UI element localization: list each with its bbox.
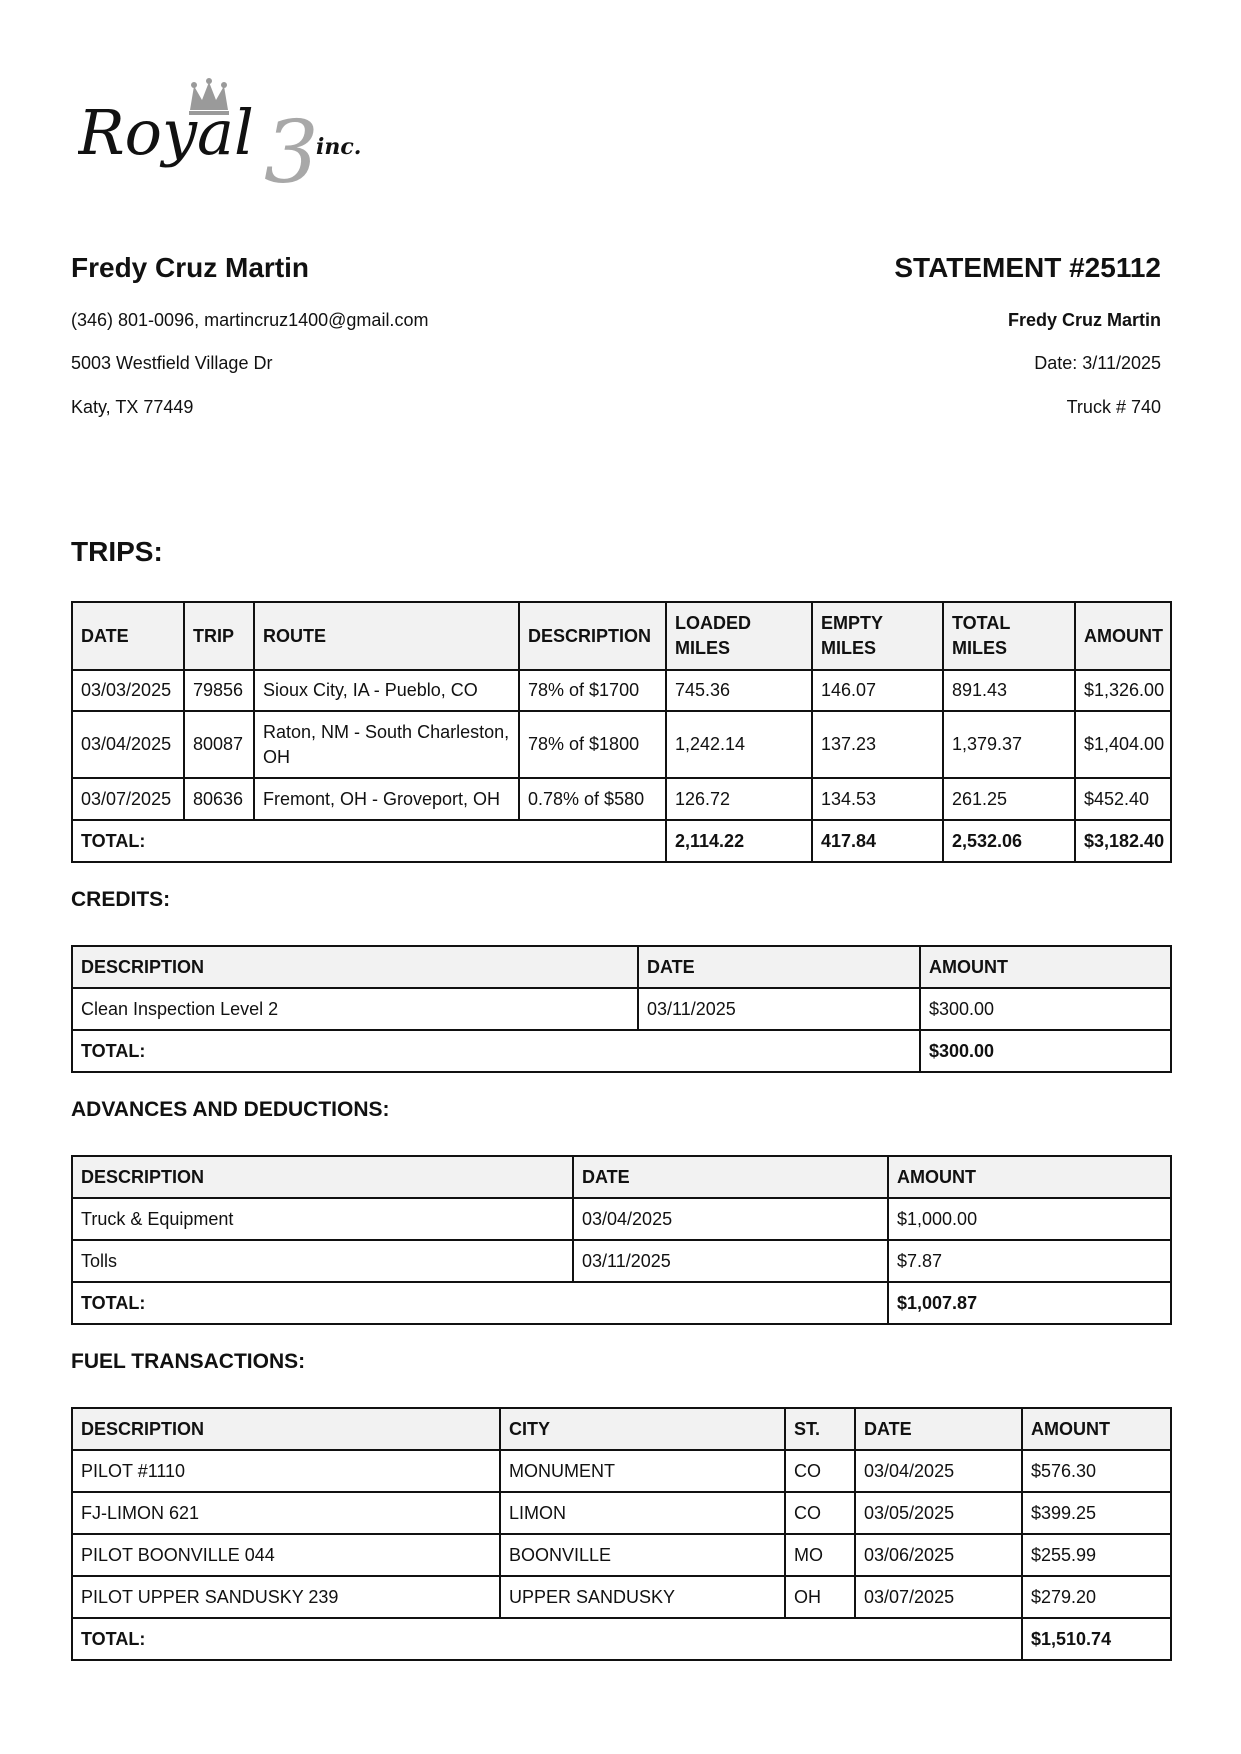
trip-description: 78% of $1800	[519, 711, 666, 778]
table-row	[72, 1576, 1171, 1618]
trip-empty-miles: 137.23	[812, 711, 943, 778]
col-header-date: DATE	[573, 1156, 888, 1198]
trip-total-miles: 1,379.37	[943, 711, 1075, 778]
credits-total-row	[72, 1030, 1171, 1072]
trip-description: 0.78% of $580	[519, 778, 666, 820]
fuel-city: BOONVILLE	[500, 1534, 785, 1576]
fuel-description: PILOT BOONVILLE 044	[72, 1534, 500, 1576]
trip-loaded-miles: 1,242.14	[666, 711, 812, 778]
trip-date: 03/04/2025	[72, 711, 184, 778]
driver-address-line1: 5003 Westfield Village Dr	[71, 353, 273, 373]
deductions-header-row	[72, 1156, 1171, 1198]
fuel-date: 03/05/2025	[855, 1492, 1022, 1534]
fuel-table	[71, 1407, 1172, 1661]
col-header-total-miles: TOTAL MILES	[943, 602, 1075, 670]
col-header-date: DATE	[855, 1408, 1022, 1450]
deduction-amount: $7.87	[888, 1240, 1171, 1282]
fuel-state: OH	[785, 1576, 855, 1618]
table-row	[72, 711, 1171, 778]
credit-description: Clean Inspection Level 2	[72, 988, 638, 1030]
col-header-amount: AMOUNT	[920, 946, 1171, 988]
deduction-amount: $1,000.00	[888, 1198, 1171, 1240]
logo-suffix: inc.	[316, 134, 362, 160]
col-header-amount: AMOUNT	[1022, 1408, 1171, 1450]
total-amount: $3,182.40	[1075, 820, 1171, 862]
col-header-route: ROUTE	[254, 602, 519, 670]
total-loaded-miles: 2,114.22	[666, 820, 812, 862]
statement-date: Date: 3/11/2025	[1034, 353, 1161, 373]
fuel-state: CO	[785, 1492, 855, 1534]
table-row	[72, 1450, 1171, 1492]
table-row	[72, 1198, 1171, 1240]
col-header-description: DESCRIPTION	[72, 946, 638, 988]
trip-number: 80636	[184, 778, 254, 820]
fuel-state: CO	[785, 1450, 855, 1492]
col-header-date: DATE	[72, 602, 184, 670]
total-miles: 2,532.06	[943, 820, 1075, 862]
fuel-city: MONUMENT	[500, 1450, 785, 1492]
fuel-amount: $279.20	[1022, 1576, 1171, 1618]
fuel-amount: $576.30	[1022, 1450, 1171, 1492]
trips-heading: TRIPS:	[71, 536, 163, 567]
trip-route: Sioux City, IA - Pueblo, CO	[254, 670, 519, 711]
deductions-table	[71, 1155, 1172, 1325]
trip-loaded-miles: 126.72	[666, 778, 812, 820]
logo-numeral: 3	[264, 103, 319, 190]
fuel-state: MO	[785, 1534, 855, 1576]
table-row	[72, 670, 1171, 711]
trip-empty-miles: 146.07	[812, 670, 943, 711]
total-label: TOTAL:	[72, 1282, 888, 1324]
col-header-loaded-miles: LOADED MILES	[666, 602, 812, 670]
trip-description: 78% of $1700	[519, 670, 666, 711]
trip-route: Raton, NM - South Charleston, OH	[254, 711, 519, 778]
trips-table	[71, 601, 1172, 863]
fuel-city: UPPER SANDUSKY	[500, 1576, 785, 1618]
total-label: TOTAL:	[72, 820, 666, 862]
trips-header-row	[72, 602, 1171, 670]
fuel-date: 03/04/2025	[855, 1450, 1022, 1492]
trip-route: Fremont, OH - Groveport, OH	[254, 778, 519, 820]
credits-heading: CREDITS:	[71, 888, 171, 911]
deduction-date: 03/04/2025	[573, 1198, 888, 1240]
col-header-amount: AMOUNT	[1075, 602, 1171, 670]
deductions-total-row	[72, 1282, 1171, 1324]
fuel-date: 03/07/2025	[855, 1576, 1022, 1618]
statement-truck: Truck # 740	[1066, 397, 1161, 417]
total-label: TOTAL:	[72, 1030, 920, 1072]
company-logo	[78, 78, 388, 190]
fuel-total-row	[72, 1618, 1171, 1660]
col-header-state: ST.	[785, 1408, 855, 1450]
fuel-heading: FUEL TRANSACTIONS:	[71, 1350, 306, 1373]
trip-amount: $1,326.00	[1075, 670, 1171, 711]
driver-contact: (346) 801-0096, martincruz1400@gmail.com	[71, 310, 429, 330]
col-header-trip: TRIP	[184, 602, 254, 670]
col-header-city: CITY	[500, 1408, 785, 1450]
trip-empty-miles: 134.53	[812, 778, 943, 820]
fuel-description: FJ-LIMON 621	[72, 1492, 500, 1534]
statement-driver-name: Fredy Cruz Martin	[1007, 310, 1161, 330]
trip-amount: $452.40	[1075, 778, 1171, 820]
driver-name: Fredy Cruz Martin	[71, 252, 310, 283]
col-header-amount: AMOUNT	[888, 1156, 1171, 1198]
total-amount: $1,510.74	[1022, 1618, 1171, 1660]
col-header-description: DESCRIPTION	[519, 602, 666, 670]
credit-date: 03/11/2025	[638, 988, 920, 1030]
logo-wordmark: Royal	[78, 96, 254, 169]
fuel-amount: $399.25	[1022, 1492, 1171, 1534]
fuel-description: PILOT UPPER SANDUSKY 239	[72, 1576, 500, 1618]
fuel-description: PILOT #1110	[72, 1450, 500, 1492]
col-header-empty-miles: EMPTY MILES	[812, 602, 943, 670]
credits-header-row	[72, 946, 1171, 988]
fuel-date: 03/06/2025	[855, 1534, 1022, 1576]
trip-total-miles: 891.43	[943, 670, 1075, 711]
fuel-header-row	[72, 1408, 1171, 1450]
col-header-description: DESCRIPTION	[72, 1156, 573, 1198]
table-row	[72, 1240, 1171, 1282]
fuel-city: LIMON	[500, 1492, 785, 1534]
trip-loaded-miles: 745.36	[666, 670, 812, 711]
total-amount: $300.00	[920, 1030, 1171, 1072]
table-row	[72, 778, 1171, 820]
trip-date: 03/07/2025	[72, 778, 184, 820]
table-row	[72, 988, 1171, 1030]
trip-number: 80087	[184, 711, 254, 778]
table-row	[72, 1492, 1171, 1534]
deduction-date: 03/11/2025	[573, 1240, 888, 1282]
col-header-date: DATE	[638, 946, 920, 988]
deduction-description: Truck & Equipment	[72, 1198, 573, 1240]
driver-address-line2: Katy, TX 77449	[71, 397, 194, 417]
deductions-heading: ADVANCES AND DEDUCTIONS:	[71, 1098, 390, 1121]
trip-date: 03/03/2025	[72, 670, 184, 711]
credit-amount: $300.00	[920, 988, 1171, 1030]
trip-total-miles: 261.25	[943, 778, 1075, 820]
col-header-description: DESCRIPTION	[72, 1408, 500, 1450]
total-empty-miles: 417.84	[812, 820, 943, 862]
trip-number: 79856	[184, 670, 254, 711]
statement-title: STATEMENT #25112	[894, 252, 1161, 283]
fuel-amount: $255.99	[1022, 1534, 1171, 1576]
credits-table	[71, 945, 1172, 1073]
total-label: TOTAL:	[72, 1618, 1022, 1660]
trip-amount: $1,404.00	[1075, 711, 1171, 778]
trips-total-row	[72, 820, 1171, 862]
table-row	[72, 1534, 1171, 1576]
total-amount: $1,007.87	[888, 1282, 1171, 1324]
deduction-description: Tolls	[72, 1240, 573, 1282]
